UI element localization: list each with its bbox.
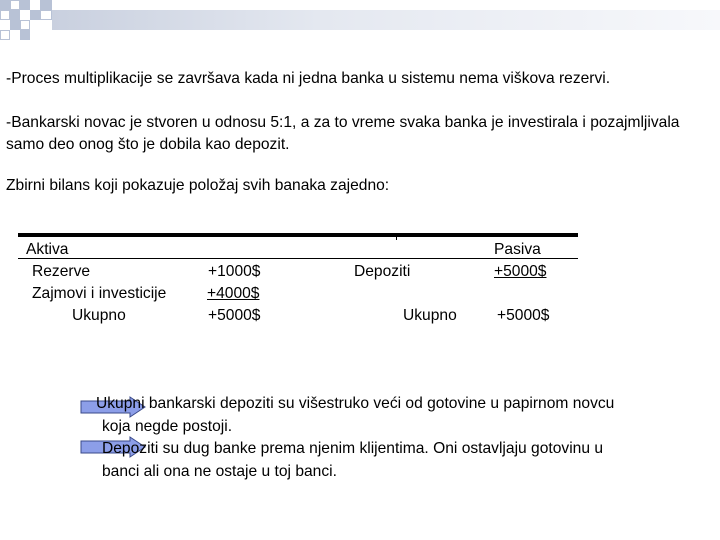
liabilities-total-label: Ukupno xyxy=(403,307,457,324)
header-square xyxy=(0,30,10,40)
liabilities-total-value: +5000$ xyxy=(497,307,550,324)
reserves-label: Rezerve xyxy=(32,263,91,280)
header-square xyxy=(20,30,30,40)
bullet-line: Depoziti su dug banke prema njenim klijentima. Oni ostavljaju gotovinu u xyxy=(102,440,604,457)
bullet-line: koja negde postoji. xyxy=(102,418,233,435)
header-square xyxy=(10,0,20,10)
header-square xyxy=(40,10,52,20)
assets-total-label: Ukupno xyxy=(72,307,126,324)
loans-value: +4000$ xyxy=(207,285,260,302)
header-square xyxy=(0,0,10,10)
paragraph-bank-money-ratio: -Bankarski novac je stvoren u odnosu 5:1, a za to vreme svaka banka je investirala i pozajmljivala samo deo onog što je dobila kao depozit. xyxy=(6,114,680,153)
header-square xyxy=(10,10,20,20)
header-square xyxy=(10,20,20,30)
loans-label: Zajmovi i investicije xyxy=(32,285,167,302)
header-bar xyxy=(52,10,720,30)
header-square xyxy=(20,0,30,10)
paragraph-balance-intro: Zbirni bilans koji pokazuje položaj svih banaka zajedno: xyxy=(6,177,390,194)
header-square xyxy=(30,10,40,20)
header-square xyxy=(0,10,10,20)
bullet-deposits-multiple xyxy=(96,392,716,438)
header-square xyxy=(20,20,30,30)
reserves-value: +1000$ xyxy=(208,263,261,280)
balance-top-rule xyxy=(18,233,578,237)
assets-total-value: +5000$ xyxy=(208,307,261,324)
header-square xyxy=(40,0,52,10)
bullet-line: banci ali ona ne ostaje u toj banci. xyxy=(102,463,337,480)
paragraph-multiplication-end: -Proces multiplikacije se završava kada ni jedna banka u sistemu nema viškova rezervi. xyxy=(6,70,611,87)
deposits-value: +5000$ xyxy=(494,263,547,280)
liabilities-header: Pasiva xyxy=(494,241,541,258)
deposits-label: Depoziti xyxy=(354,263,411,280)
bullet-deposits-debt xyxy=(96,437,716,483)
balance-divider-tick xyxy=(396,237,397,240)
assets-header: Aktiva xyxy=(26,241,69,258)
bullet-line: Ukupni bankarski depoziti su višestruko veći od gotovine u papirnom novcu xyxy=(96,395,615,412)
